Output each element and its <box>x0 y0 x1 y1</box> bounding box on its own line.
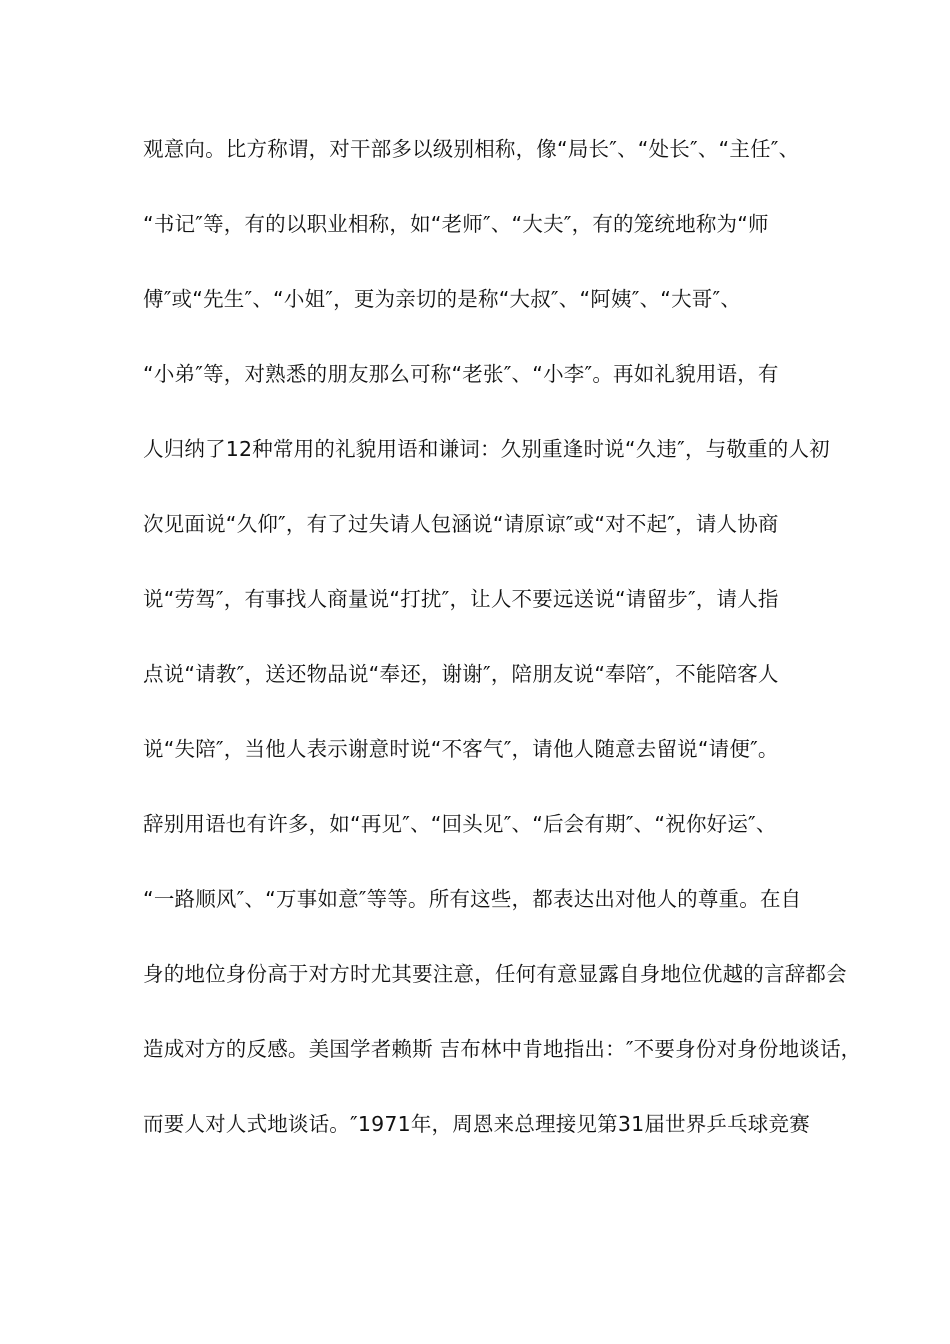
text-line-7: 说“劳驾″，有事找人商量说“打扰″，让人不要远送说“请留步″，请人指 <box>143 587 779 611</box>
text-line-3: 傅″或“先生″、“小姐″，更为亲切的是称“大叔″、“阿姨″、“大哥″、 <box>143 287 742 311</box>
text-line-11: “一路顺风″、“万事如意″等等。所有这些，都表达出对他人的尊重。在自 <box>143 887 802 911</box>
text-line-4: “小弟″等，对熟悉的朋友那么可称“老张″、“小李″。再如礼貌用语，有 <box>143 362 779 386</box>
text-line-5: 人归纳了12种常用的礼貌用语和谦词：久别重逢时说“久违″，与敬重的人初 <box>143 437 830 461</box>
text-line-12: 身的地位身份高于对方时尤其要注意，任何有意显露自身地位优越的言辞都会 <box>143 962 847 986</box>
text-line-9: 说“失陪″，当他人表示谢意时说“不客气″，请他人随意去留说“请便″。 <box>143 737 779 761</box>
text-line-13: 造成对方的反感。美国学者赖斯 吉布林中肯地指出：″不要身份对身份地谈话， <box>143 1037 862 1061</box>
text-line-10: 辞别用语也有许多，如“再见″、“回头见″、“后会有期″、“祝你好运″、 <box>143 812 777 836</box>
text-line-14: 而要人对人式地谈话。″1971年，周恩来总理接见第31届世界乒乓球竞赛 <box>143 1112 810 1136</box>
text-line-1: 观意向。比方称谓，对干部多以级别相称，像“局长″、“处长″、“主任″、 <box>143 137 800 161</box>
text-line-2: “书记″等，有的以职业相称，如“老师″、“大夫″，有的笼统地称为“师 <box>143 212 769 236</box>
text-line-8: 点说“请教″，送还物品说“奉还，谢谢″，陪朋友说“奉陪″，不能陪客人 <box>143 662 779 686</box>
text-line-6: 次见面说“久仰″，有了过失请人包涵说“请原谅″或“对不起″，请人协商 <box>143 512 779 536</box>
body-text <box>143 130 862 1180</box>
